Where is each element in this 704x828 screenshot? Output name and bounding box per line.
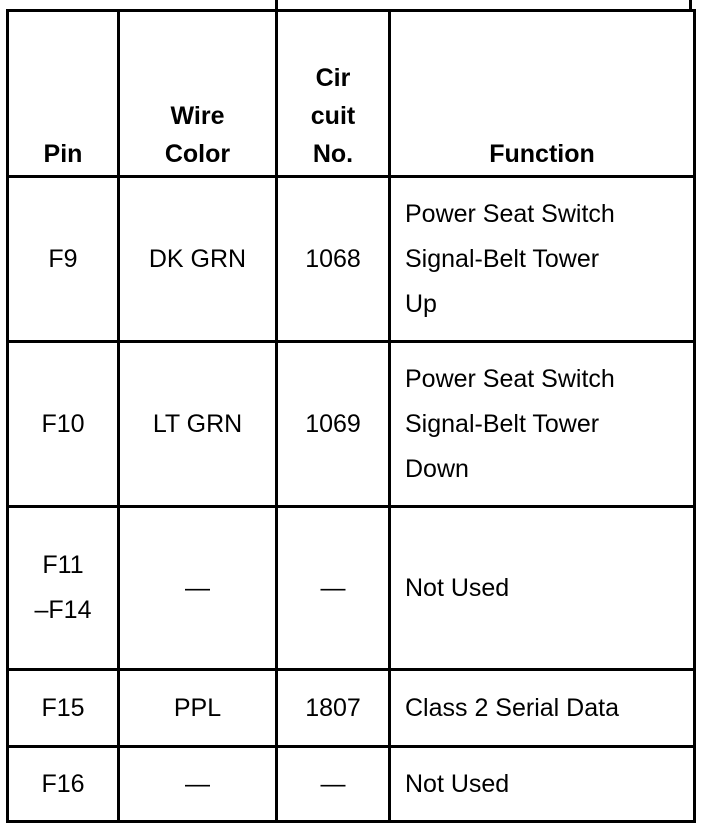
function-cell [390,670,695,747]
pin-line: –F14 [34,596,92,624]
header-pin [8,11,119,177]
wire-color-cell: PPL [119,670,277,747]
connector-pinout-table [6,9,696,823]
function-cell [390,177,695,342]
table-row [8,177,695,342]
wire-color-cell: LT GRN [119,342,277,507]
table-header-row [8,11,695,177]
pin-cell [8,177,119,342]
header-circuit-line: No. [312,140,354,168]
table-row [8,342,695,507]
pin-cell [8,670,119,747]
function-cell [390,747,695,822]
table-row [8,747,695,822]
header-function [390,11,695,177]
pin-line: F11 [42,551,84,579]
function-line: Down [405,454,469,483]
pin-line: F15 [41,693,85,722]
header-circuit-number [277,11,390,177]
circuit-cell: 1068 [277,177,390,342]
circuit-cell: — [277,747,390,822]
pin-cell [8,342,119,507]
circuit-cell: 1807 [277,670,390,747]
function-cell [390,342,695,507]
header-function-line: Function [489,140,595,168]
table-row [8,507,695,670]
wire-color-cell: — [119,747,277,822]
wire-color-cell: — [119,507,277,670]
header-pin-line: Pin [43,140,83,168]
function-cell [390,507,695,670]
header-circuit-line: cuit [310,102,356,130]
header-circuit-line: Cir [315,64,351,92]
function-line: Not Used [405,573,510,602]
function-line: Power Seat Switch [405,364,615,393]
pin-cell [8,747,119,822]
pin-line: F16 [41,769,85,798]
header-wire-color-line: Color [164,140,231,168]
wire-color-cell: DK GRN [119,177,277,342]
function-line: Signal-Belt Tower [405,409,600,438]
function-line: Not Used [405,769,510,798]
header-wire-color [119,11,277,177]
function-line: Up [405,289,437,318]
header-wire-color-line: Wire [170,102,225,130]
function-line: Signal-Belt Tower [405,244,600,273]
table-row [8,670,695,747]
pin-cell [8,507,119,670]
pin-line: F10 [41,409,85,438]
function-line: Class 2 Serial Data [405,693,619,722]
circuit-cell: 1069 [277,342,390,507]
pin-line: F9 [48,244,78,273]
circuit-cell: — [277,507,390,670]
function-line: Power Seat Switch [405,199,615,228]
